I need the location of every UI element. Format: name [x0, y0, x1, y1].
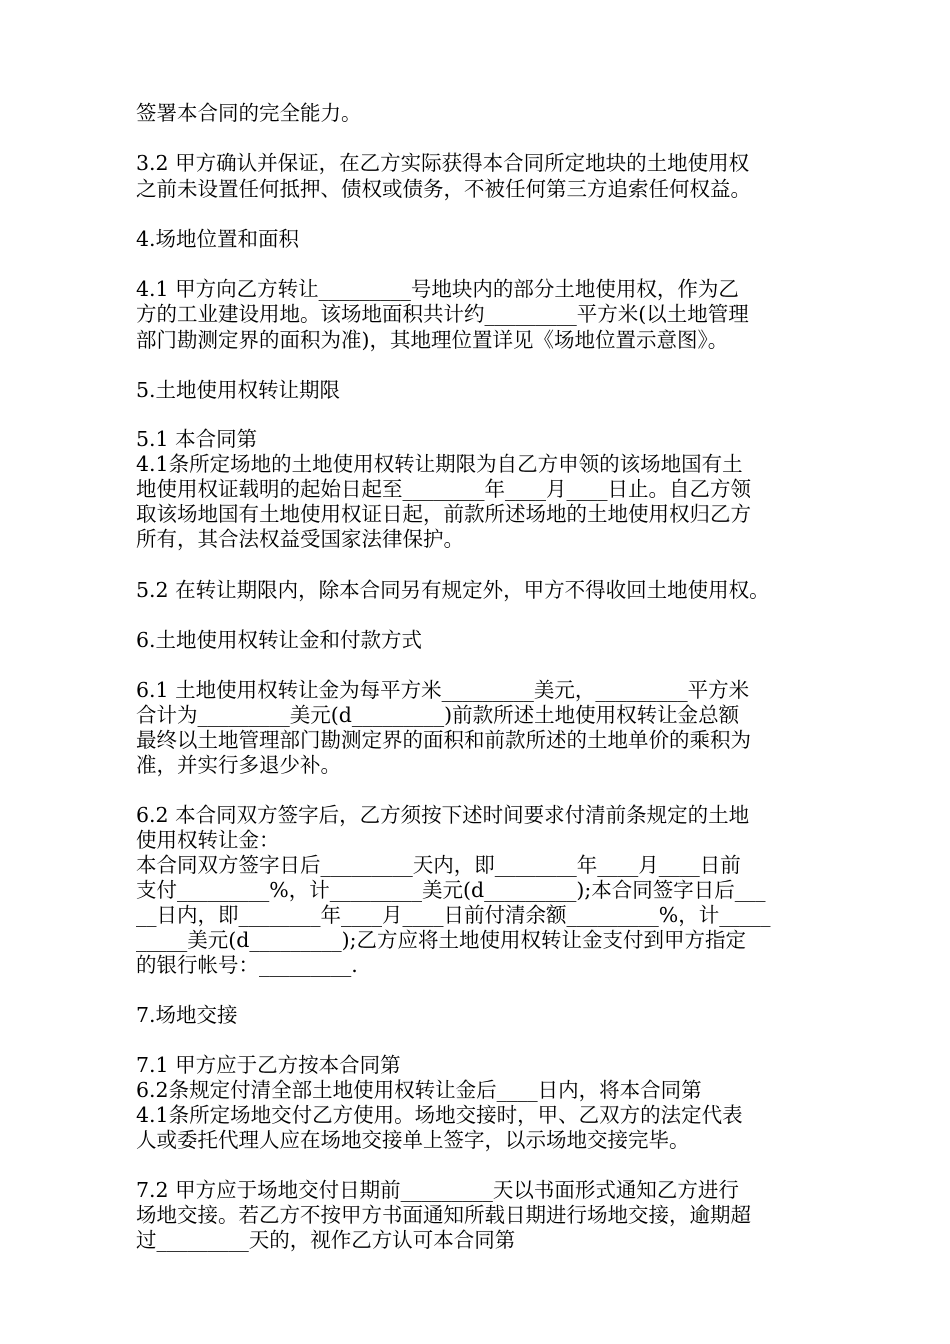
text-line: 签署本合同的完全能力。: [136, 101, 362, 125]
text-line: 之前未设置任何抵押、债权或债务，不被任何第三方追索任何权益。: [136, 177, 751, 201]
text-line: 6.2 本合同双方签字后，乙方须按下述时间要求付清前条规定的土地: [136, 803, 750, 827]
text-line: 本合同双方签字日后_________天内，即________年____月____日前: [136, 853, 741, 877]
text-line: 场地交接。若乙方不按甲方书面通知所载日期进行场地交接，逾期超: [136, 1203, 751, 1227]
text-line: 5.2 在转让期限内，除本合同另有规定外，甲方不得收回土地使用权。: [136, 578, 770, 602]
section-heading: 5.土地使用权转让期限: [136, 378, 341, 402]
text-line: 人或委托代理人应在场地交接单上签字，以示场地交接完毕。: [136, 1128, 690, 1152]
text-line: 准，并实行多退少补。: [136, 753, 341, 777]
text-line: 的银行帐号：_________.: [136, 953, 358, 977]
text-line: 地使用权证载明的起始日起至________年____月____日止。自乙方领: [136, 477, 751, 501]
text-line: 最终以土地管理部门勘测定界的面积和前款所述的土地单价的乘积为: [136, 728, 751, 752]
text-line: 5.1 本合同第: [136, 427, 258, 451]
section-heading: 7.场地交接: [136, 1003, 238, 1027]
text-line: 支付_________%，计_________美元(d_________);本合同签字日后___: [136, 878, 766, 902]
text-line: 6.1 土地使用权转让金为每平方米_________美元，_________平方米: [136, 678, 750, 702]
text-line: _____美元(d_________);乙方应将土地使用权转让金支付到甲方指定: [136, 928, 747, 952]
section-heading: 6.土地使用权转让金和付款方式: [136, 628, 423, 652]
text-line: 4.1条所定场地交付乙方使用。场地交接时，甲、乙双方的法定代表: [136, 1103, 743, 1127]
text-line: 过_________天的，视作乙方认可本合同第: [136, 1228, 516, 1252]
text-line: __日内，即________年____月____日前付清余额_________%，计_____: [136, 903, 771, 927]
text-line: 部门勘测定界的面积为准)，其地理位置详见《场地位置示意图》。: [136, 328, 729, 352]
text-line: 所有，其合法权益受国家法律保护。: [136, 527, 464, 551]
text-line: 4.1条所定场地的土地使用权转让期限为自乙方申领的该场地国有土: [136, 452, 743, 476]
text-line: 4.1 甲方向乙方转让_________号地块内的部分土地使用权，作为乙: [136, 277, 739, 301]
text-line: 3.2 甲方确认并保证，在乙方实际获得本合同所定地块的土地使用权: [136, 151, 750, 175]
text-line: 6.2条规定付清全部土地使用权转让金后____日内，将本合同第: [136, 1078, 702, 1102]
text-line: 取该场地国有土地使用权证日起，前款所述场地的土地使用权归乙方: [136, 502, 751, 526]
section-heading: 4.场地位置和面积: [136, 227, 300, 251]
text-line: 7.1 甲方应于乙方按本合同第: [136, 1053, 401, 1077]
text-line: 方的工业建设用地。该场地面积共计约_________平方米(以土地管理: [136, 302, 749, 326]
text-line: 合计为_________美元(d_________)前款所述土地使用权转让金总额: [136, 703, 740, 727]
text-line: 7.2 甲方应于场地交付日期前_________天以书面形式通知乙方进行: [136, 1178, 739, 1202]
text-line: 使用权转让金：: [136, 828, 280, 852]
